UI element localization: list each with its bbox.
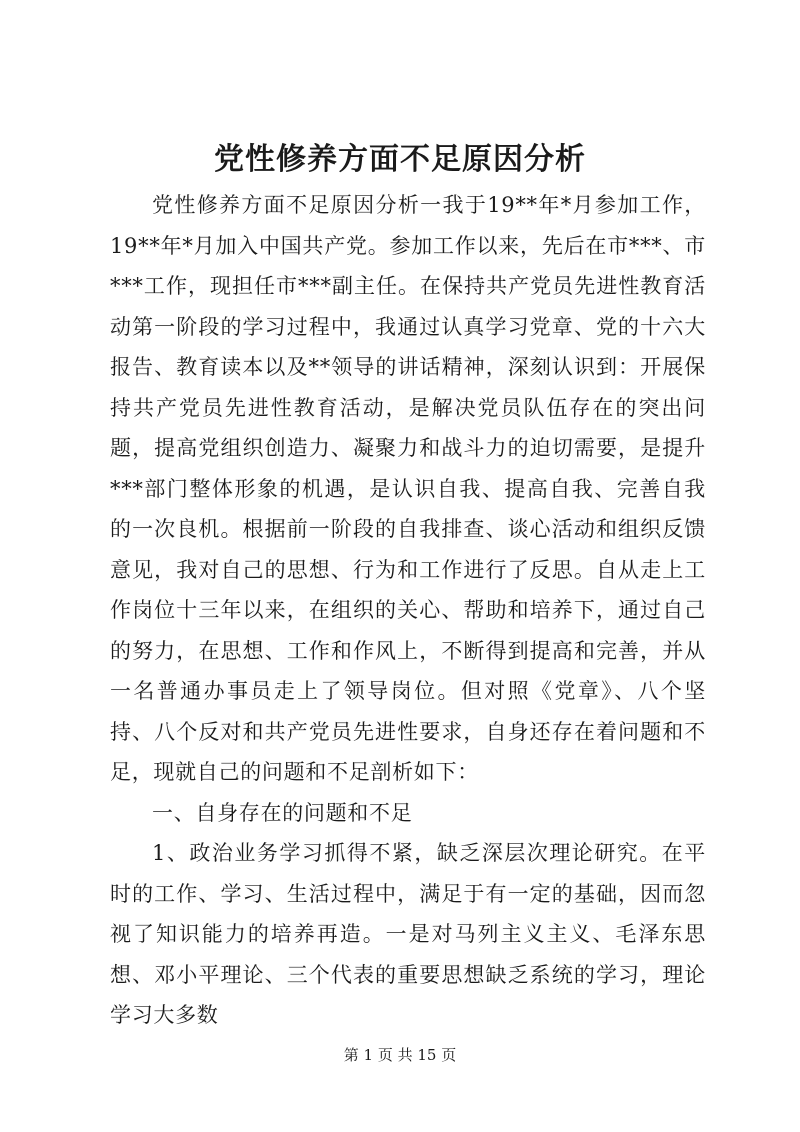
paragraph-point-1: 1、政治业务学习抓得不紧，缺乏深层次理论研究。在平时的工作、学习、生活过程中，满足于有一定的基础，因而忽视了知识能力的培养再造。一是对马列主义主义、毛泽东思想、邓小平理论、三个代表的重要思想缺乏系统的学习，理论学习大多数: [110, 841, 706, 1027]
document-title: 党性修养方面不足原因分析: [214, 142, 586, 177]
paragraph-intro: 党性修养方面不足原因分析一我于19**年*月参加工作，19**年*月加入中国共产党。参加工作以来，先后在市***、市***工作，现担任市***副主任。在保持共产党员先进性教育活动第一阶段的学习过程中，我通过认真学习党章、党的十六大报告、教育读本以及**领导的讲话精神，深刻认识到：开展保持共产党员先进性教育活动，是解决党员队伍存在的突出问题，提高党组织创造力、凝聚力和战斗力的迫切需要，是提升***部门整体形象的机遇，是认识自我、提高自我、完善自我的一次良机。根据前一阶段的自我排查、谈心活动和组织反馈意见，我对自己的思想、行为和工作进行了反思。自从走上工作岗位十三年以来，在组织的关心、帮助和培养下，通过自己的努力，在思想、工作和作风上，不断得到提高和完善，并从一名普通办事员走上了领导岗位。但对照《党章》、八个坚持、八个反对和共产党员先进性要求，自身还存在着问题和不足，现就自己的问题和不足剖析如下：: [110, 193, 706, 784]
page-footer: 第 1 页 共 15 页: [343, 1046, 457, 1064]
document-body: [110, 185, 706, 1036]
section-heading: 一、自身存在的问题和不足: [152, 800, 413, 825]
